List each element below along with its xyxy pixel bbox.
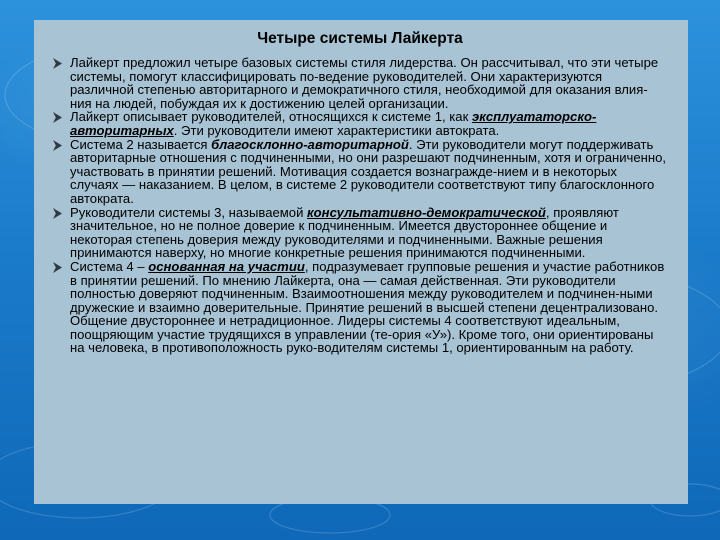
arrowhead-bullet-icon xyxy=(53,208,62,219)
paragraph-text: Руководители системы 3, называемой xyxy=(70,204,308,220)
paragraph-text: . Эти руководители имеют характеристики автократа. xyxy=(173,122,500,138)
paragraph-text: Система 4 – xyxy=(70,258,149,274)
paragraph-text: Лайкерт описывает руководителей, относящихся к системе 1, как xyxy=(70,109,472,125)
emphasis-term: благосклонно-авторитарной xyxy=(211,136,409,152)
arrowhead-bullet-icon xyxy=(53,112,62,123)
list-item xyxy=(70,56,668,110)
list-item xyxy=(70,206,668,260)
list-item xyxy=(70,260,668,355)
arrowhead-bullet-icon xyxy=(53,58,62,69)
paragraph-text: Лайкерт предложил четыре базовых системы стиля лидерства. Он рассчитывал, что эти четыре системы, помогут классифицировать по-ведение руководителей. Они характеризуются различной степенью авторитарного и демократичного стиля, необходимой для оказания влия-ния на людей, побуждая их к достижению целей организации. xyxy=(70,55,659,111)
emphasis-term: эксплуататорско-авторитарных xyxy=(70,109,597,138)
arrowhead-bullet-icon xyxy=(53,262,62,273)
emphasis-term: основанная на участии xyxy=(148,258,305,274)
bullet-list xyxy=(70,56,668,355)
list-item xyxy=(70,110,668,137)
paragraph-text: Система 2 называется xyxy=(70,136,212,152)
paragraph-text: , подразумевает групповые решения и участие работников в принятии решений. По мнению Лайкерта, она — самая действенная. Эти руководители полностью доверяют подчиненным. Взаимоотношения между руководителем и подчинен-ными дружеские и взаимно доверительные. Принятие решений в высшей степени децентрализовано. Общение двустороннее и нетрадиционное. Лидеры системы 4 соответствуют идеальным, поощряющим участие трудящихся в управлении (те-ория «У»). Кроме того, они ориентированы на человека, в противоположность руко-водителям системы 1, ориентированным на работу. xyxy=(70,258,665,356)
paragraph-text: . Эти руководители могут поддерживать авторитарные отношения с подчиненными, но они разрешают подчиненным, хотя и ограниченно, участвовать в принятии решений. Мотивация создается вознагражде-нием и в некоторых случаях — наказанием. В целом, в системе 2 руководители соответствуют типу благосклонного автократа. xyxy=(70,136,667,206)
emphasis-term: консультативно-демократической xyxy=(307,204,546,220)
paragraph-text: , проявляют значительное, но не полное доверие к подчиненным. Имеется двустороннее общение и некоторая степень доверия между руководителями и подчиненными. Важные решения принимаются наверху, но многие конкретные решения принимаются подчиненными. xyxy=(70,204,619,261)
list-item xyxy=(70,138,668,206)
arrowhead-bullet-icon xyxy=(53,140,62,151)
slide-title: Четыре системы Лайкерта xyxy=(257,30,463,47)
